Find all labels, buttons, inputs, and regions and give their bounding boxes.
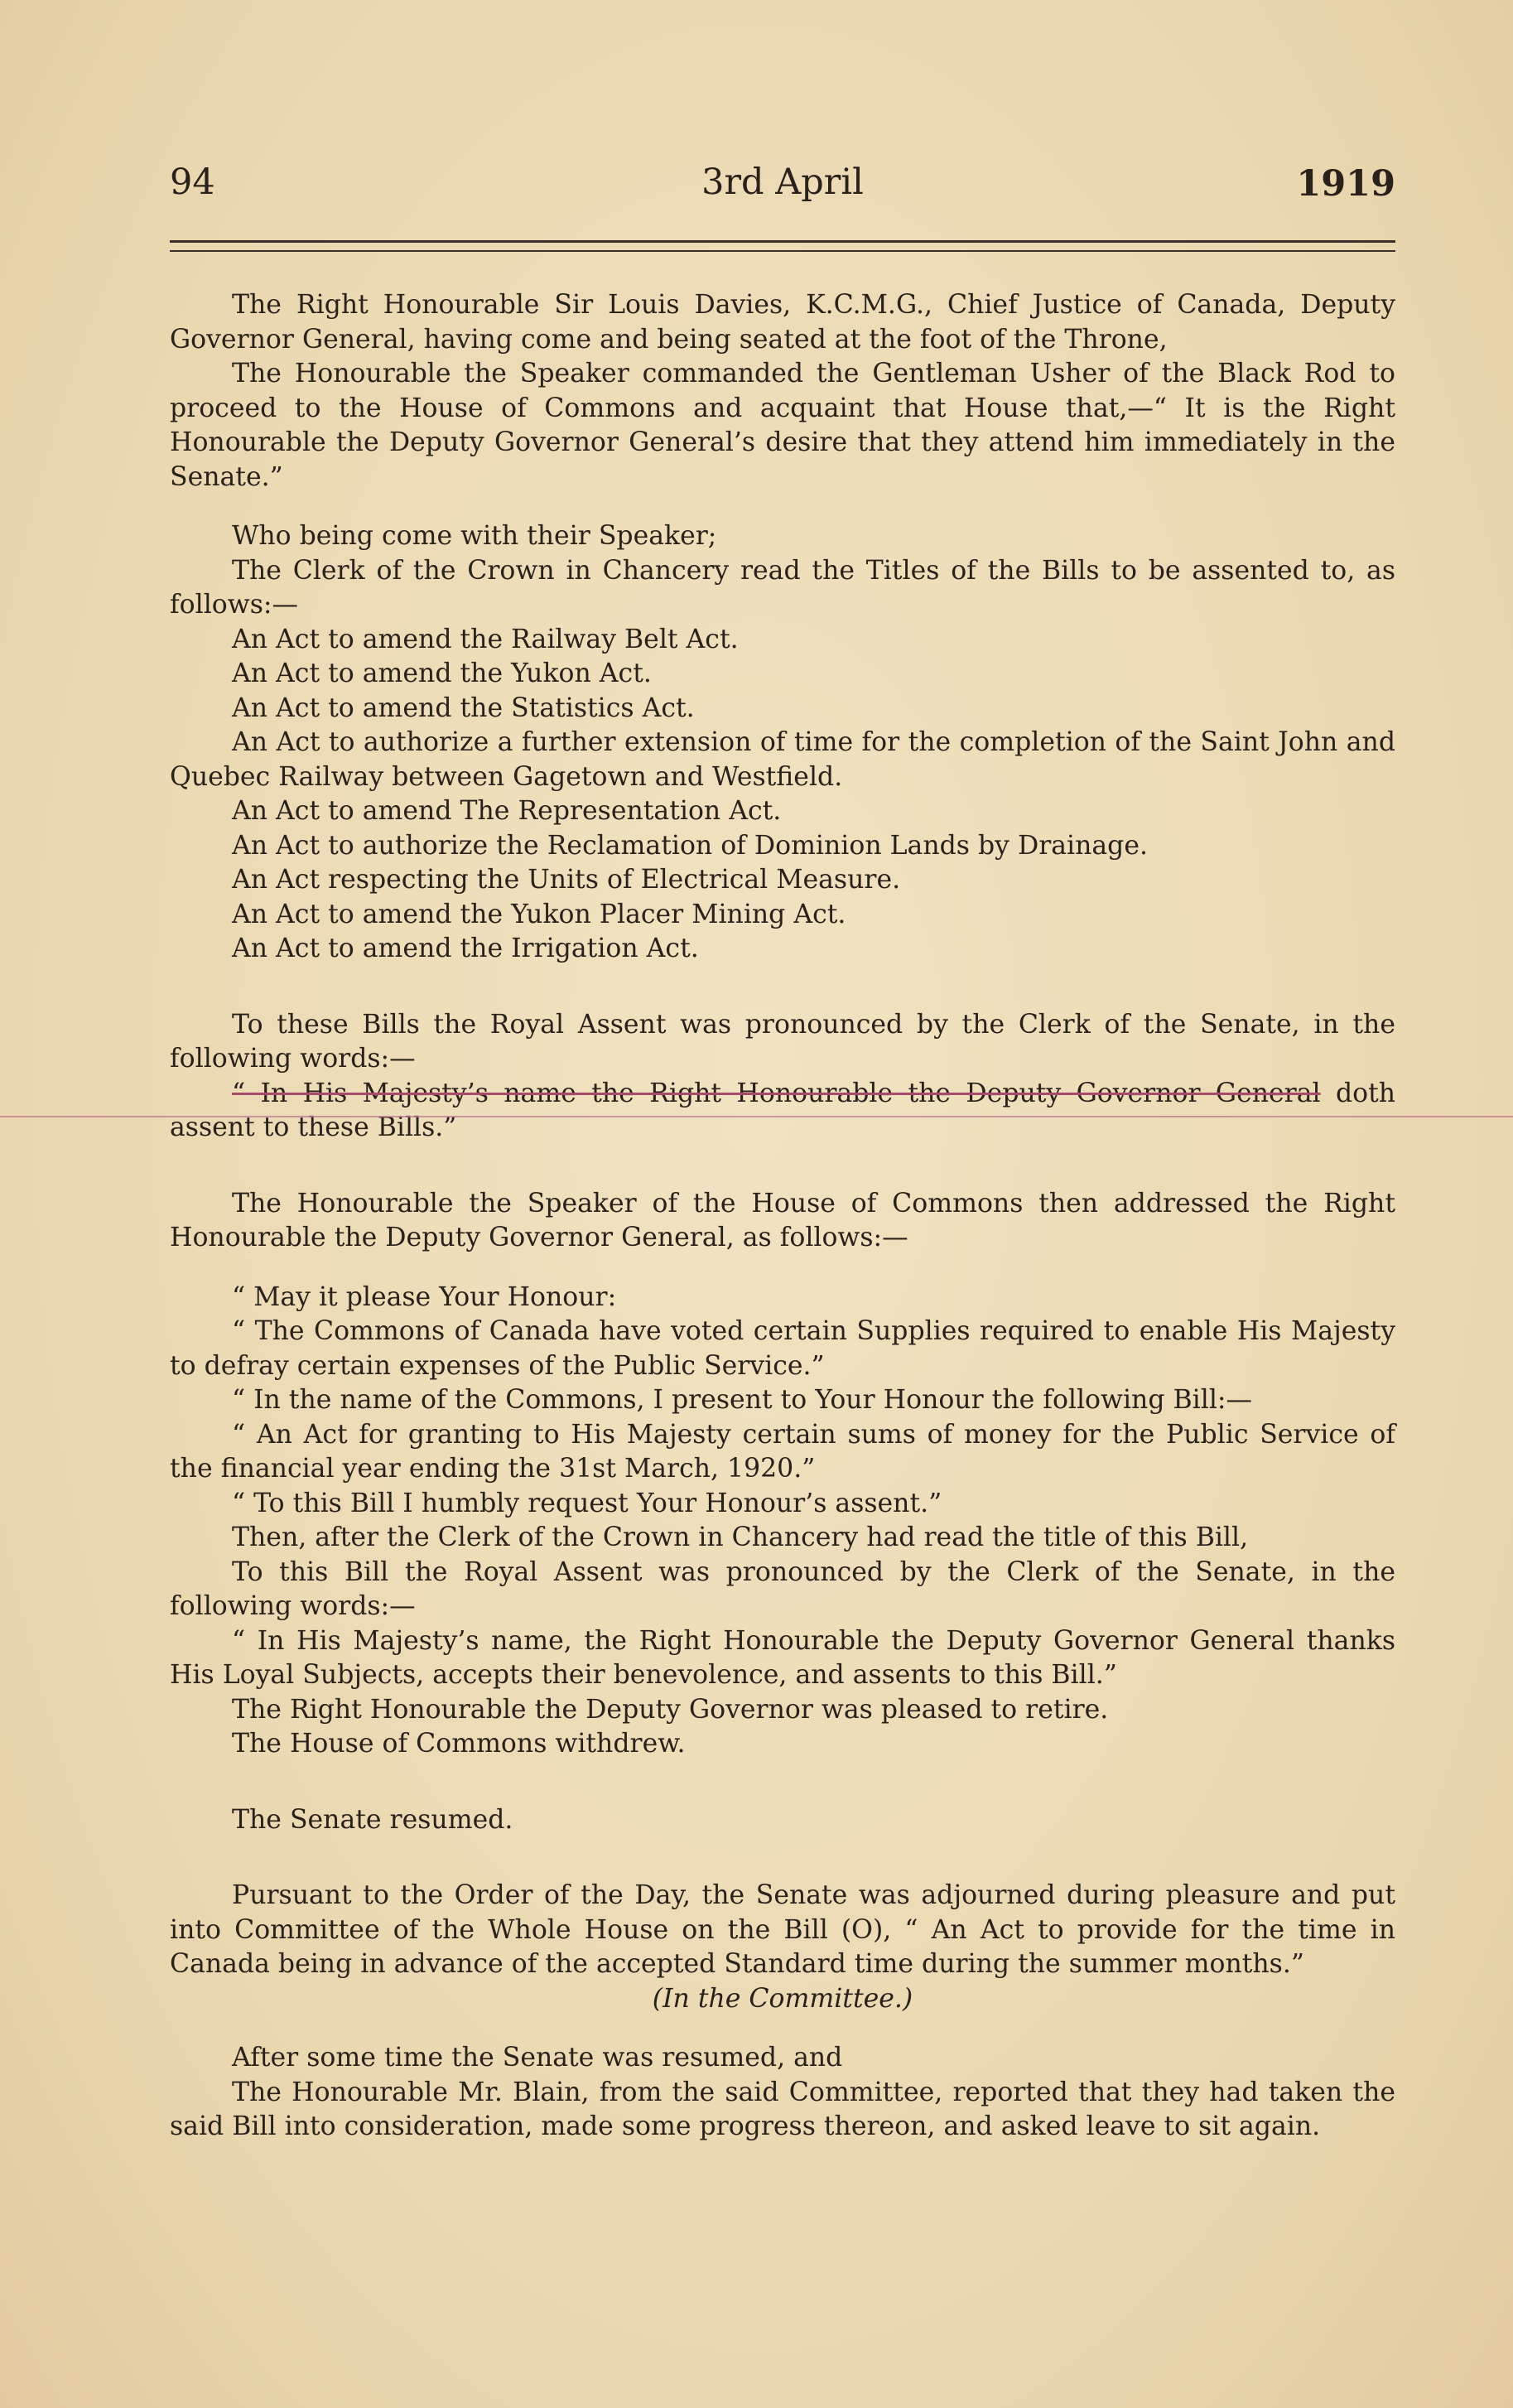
paragraph-withdrew: The House of Commons withdrew.	[232, 1729, 686, 1759]
paragraph-clerk-titles: The Clerk of the Crown in Chancery read the Titles of the Bills to be assented to, as follows:—	[170, 555, 1395, 620]
in-committee-heading: (In the Committee.)	[652, 1983, 913, 2014]
paragraph-retire: The Right Honourable the Deputy Governor was pleased to retire.	[232, 1694, 1109, 1725]
paragraph-senate-resumed: The Senate resumed.	[232, 1804, 513, 1835]
quote-may-it-please: “ May it please Your Honour:	[232, 1281, 617, 1312]
quote-request-assent: “ To this Bill I humbly request Your Honour’s assent.”	[232, 1488, 942, 1518]
act-item: An Act to authorize a further extension of time for the completion of the Saint John and Quebec Railway between Gagetown and Westfield.	[170, 727, 1395, 792]
act-item: An Act to amend The Representation Act.	[232, 796, 782, 826]
header-date: 3rd April	[701, 162, 864, 203]
paragraph-black-rod: The Honourable the Speaker commanded the Gentleman Usher of the Black Rod to proceed to the House of Commons and acquaint that House that,—“ It is the Right Honourable the Deputy Governor General’s desire that they attend him immediately in the Senate.”	[170, 359, 1395, 492]
page-header	[170, 162, 1395, 220]
assent-words-rest: doth assent to these Bills.”	[170, 1078, 1396, 1142]
quote-act-granting: “ An Act for granting to His Majesty certain sums of money for the Public Service of the financial year ending the 31st March, 1920.”	[170, 1419, 1395, 1484]
paragraph-order-of-day: Pursuant to the Order of the Day, the Senate was adjourned during pleasure and put into Committee of the Whole House on the Bill (O), “ An Act to provide for the time in Canada being in advance of the accepted Standard time during the summer months.”	[170, 1880, 1395, 1979]
act-item: An Act respecting the Units of Electrical Measure.	[232, 865, 901, 895]
page-body	[170, 288, 1395, 2145]
header-rule-top	[170, 240, 1395, 243]
paragraph-commons-come: Who being come with their Speaker;	[232, 521, 717, 551]
header-year: 1919	[1296, 163, 1395, 205]
paragraph-blain-report: The Honourable Mr. Blain, from the said Committee, reported that they had taken the said Bill into consideration, made some progress thereon, and asked leave to sit again.	[170, 2077, 1395, 2141]
struck-text: “ In His Majesty’s name the Right Honourable the Deputy Governor General	[232, 1078, 1321, 1108]
paragraph-royal-assent-bill: To this Bill the Royal Assent was pronounced by the Clerk of the Senate, in the following words:—	[170, 1556, 1395, 1621]
header-rule-bottom	[170, 250, 1395, 252]
paragraph-clerk-read: Then, after the Clerk of the Crown in Chancery had read the title of this Bill,	[232, 1522, 1249, 1552]
act-item: An Act to amend the Railway Belt Act.	[232, 624, 739, 654]
paragraph-deputy-arrival: The Right Honourable Sir Louis Davies, K.C.M.G., Chief Justice of Canada, Deputy Governor General, having come and being seated at the foot of the Throne,	[170, 290, 1395, 355]
act-item: An Act to authorize the Reclamation of Dominion Lands by Drainage.	[232, 830, 1148, 861]
act-item: An Act to amend the Statistics Act.	[232, 692, 695, 723]
quote-present-bill: “ In the name of the Commons, I present to Your Honour the following Bill:—	[232, 1385, 1253, 1415]
paragraph-royal-assent: To these Bills the Royal Assent was pronounced by the Clerk of the Senate, in the following words:—	[170, 1009, 1395, 1074]
paragraph-after-time: After some time the Senate was resumed, and	[232, 2043, 843, 2073]
paragraph-speaker-address: The Honourable the Speaker of the House of Commons then addressed the Right Honourable the Deputy Governor General, as follows:—	[170, 1188, 1395, 1252]
act-item: An Act to amend the Yukon Act.	[232, 659, 652, 688]
red-margin-line	[0, 1116, 1513, 1117]
act-item: An Act to amend the Irrigation Act.	[232, 934, 699, 963]
quote-thanks: “ In His Majesty’s name, the Right Honourable the Deputy Governor General thanks His Loyal Subjects, accepts their benevolence, and assents to this Bill.”	[170, 1625, 1395, 1690]
quote-supplies: “ The Commons of Canada have voted certain Supplies required to enable His Majesty to defray certain expenses of the Public Service.”	[170, 1316, 1395, 1381]
page-number: 94	[170, 162, 215, 203]
paragraph-assent-words	[170, 1077, 1395, 1146]
act-item: An Act to amend the Yukon Placer Mining Act.	[232, 899, 846, 929]
